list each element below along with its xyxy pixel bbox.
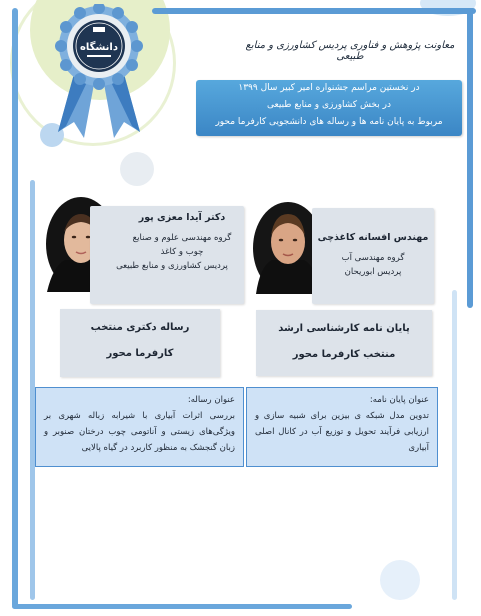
announcement-line: در نخستین مراسم جشنواره امیر کبیر سال ۱۳۹۹ xyxy=(238,83,420,93)
frame-line-left xyxy=(12,8,18,608)
decorative-circle xyxy=(120,152,154,186)
thesis-title-box xyxy=(35,387,244,467)
award-subtitle: منتخب کارفرما محور xyxy=(292,349,396,360)
award-subtitle: کارفرما محور xyxy=(106,348,174,359)
winner-department: گروه مهندسی آب xyxy=(341,253,405,263)
announcement-banner xyxy=(196,80,462,136)
thesis-title-box xyxy=(246,387,438,467)
frame-line-bottom xyxy=(12,604,352,609)
announcement-line: مربوط به پایان نامه ها و رساله های دانشجویی کارفرما محور xyxy=(215,117,443,127)
announcement-line: در بخش کشاورزی و منابع طبیعی xyxy=(267,100,391,110)
thesis-heading: عنوان پایان نامه: xyxy=(369,395,429,405)
winner-card xyxy=(312,208,434,304)
award-title: پایان نامه کارشناسی ارشد xyxy=(278,323,410,334)
thesis-text: تدوین مدل شبکه ی بیزین برای شبیه سازی و ارزیابی فرآیند تحویل و توزیع آب در کانال اصلی آبیاری xyxy=(255,411,429,453)
frame-line-right-inner xyxy=(452,290,457,600)
page-header-title: معاونت پژوهش و فناوری پردیس کشاورزی و منابع طبیعی xyxy=(245,40,455,62)
award-title-box xyxy=(60,309,220,377)
winner-card xyxy=(90,206,244,304)
winner-department: گروه مهندسی علوم و صنایع xyxy=(132,233,232,243)
decorative-circle xyxy=(380,560,420,600)
winner-campus: پردیس ابوریحان xyxy=(344,267,402,277)
thesis-text: بررسی اثرات آبیاری با شیرابه زباله شهری بر ویژگی‌های زیستی و آناتومی چوب درختان صنوبر و زبان گنجشک به منظور کاربرد در گیاه پالایی xyxy=(44,411,235,453)
winner-name: مهندس افسانه کاغذچی xyxy=(317,232,429,243)
award-title: رساله دکتری منتخب xyxy=(90,322,190,333)
university-logo-rosette xyxy=(44,4,154,144)
frame-line-top xyxy=(152,8,476,14)
logo-text: دانشگاه xyxy=(80,42,118,53)
award-title-box xyxy=(256,310,432,376)
winner-department-cont: چوب و کاغذ xyxy=(160,247,204,257)
winner-name: دکتر آیدا معزی پور xyxy=(138,212,226,223)
winner-campus: پردیس کشاورزی و منابع طبیعی xyxy=(116,261,228,271)
thesis-heading: عنوان رساله: xyxy=(187,395,235,405)
frame-line-right xyxy=(467,8,473,308)
